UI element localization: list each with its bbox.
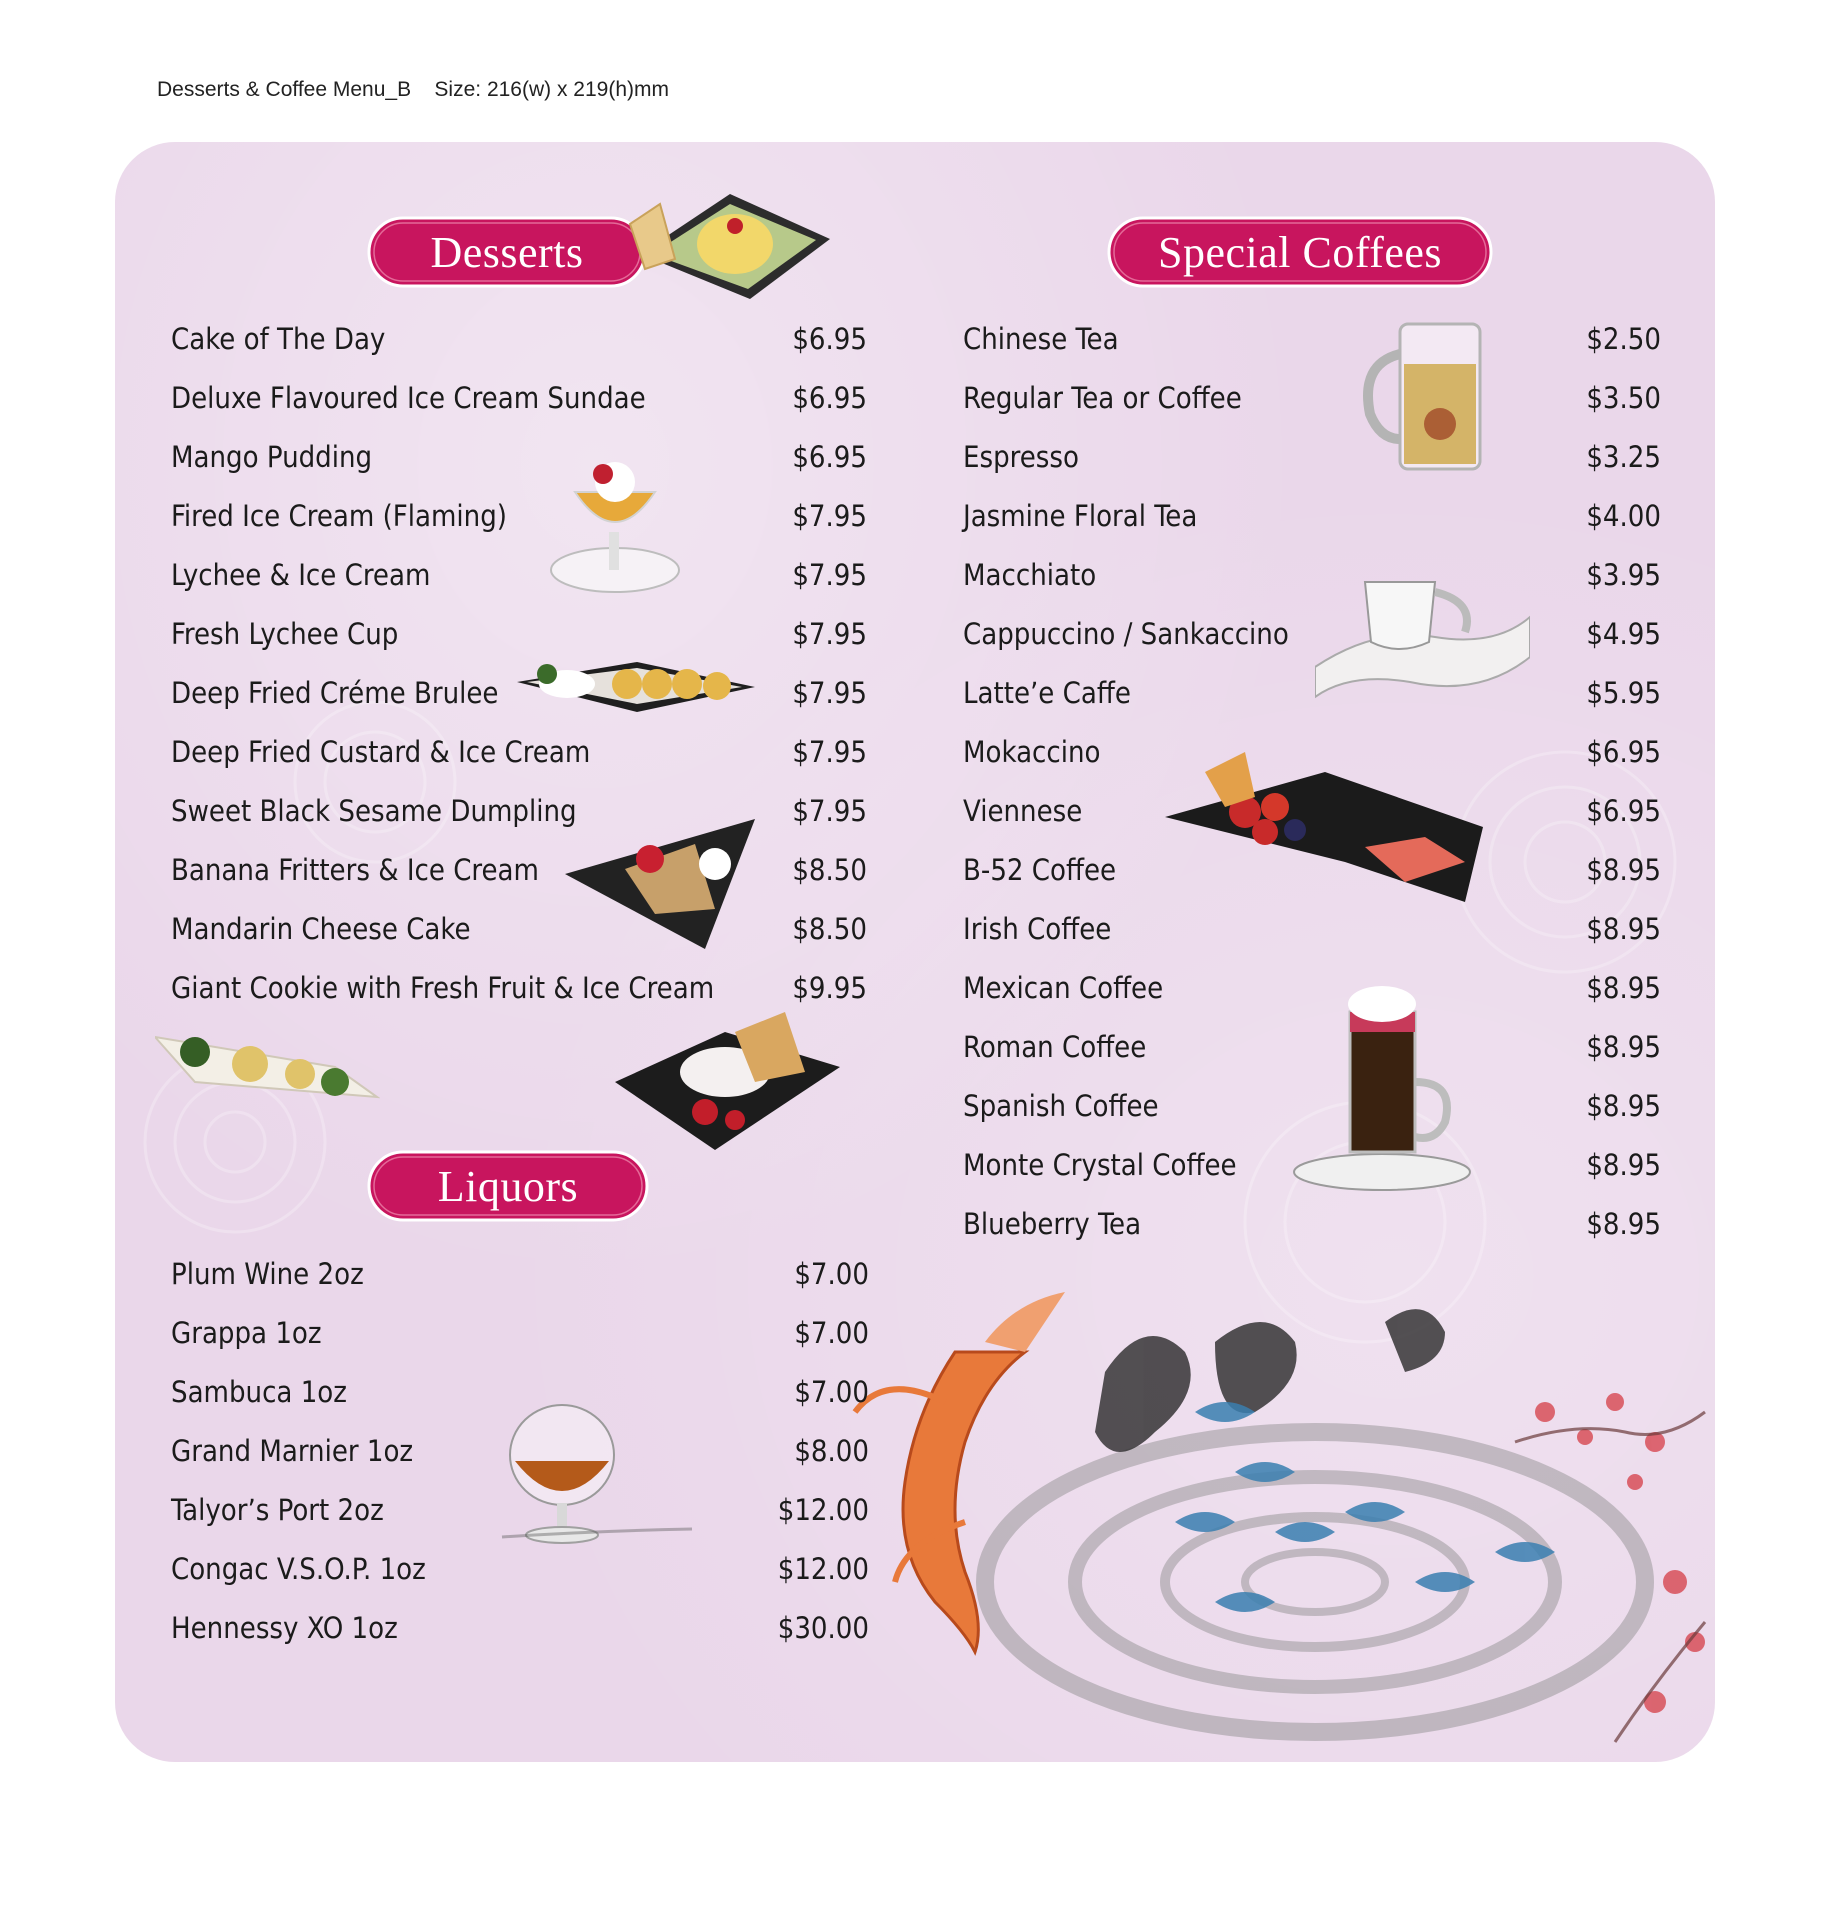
dessert-plate-photo — [620, 184, 835, 304]
cheese-cake-photo — [565, 814, 760, 954]
list-item: Banana Fritters & Ice Cream $8.50 — [171, 853, 867, 887]
liquors-heading-label: Liquors — [437, 1161, 579, 1211]
list-item: Talyor’s Port 2oz $12.00 — [171, 1493, 869, 1527]
fruit-platter-photo — [1165, 752, 1485, 907]
list-item: Regular Tea or Coffee $3.50 — [963, 381, 1661, 415]
creme-brulee-photo — [517, 642, 757, 722]
list-item: Fired Ice Cream (Flaming) $7.95 — [171, 499, 867, 533]
list-item: Jasmine Floral Tea $4.00 — [963, 499, 1661, 533]
list-item: Mandarin Cheese Cake $8.50 — [171, 912, 867, 946]
brandy-glass-photo — [497, 1397, 697, 1547]
list-item: Cake of The Day $6.95 — [171, 322, 867, 356]
giant-cookie-photo — [615, 1012, 840, 1152]
list-item: Deluxe Flavoured Ice Cream Sundae $6.95 — [171, 381, 867, 415]
list-item: Mokaccino $6.95 — [963, 735, 1661, 769]
list-item: Espresso $3.25 — [963, 440, 1661, 474]
koi-fish-illustration — [855, 1292, 1065, 1652]
list-item: Deep Fried Custard & Ice Cream $7.95 — [171, 735, 867, 769]
list-item: Grappa 1oz $7.00 — [171, 1316, 869, 1350]
blossom-illustration — [1535, 1393, 1705, 1713]
list-item: Latte’e Caffe $5.95 — [963, 676, 1661, 710]
list-item: B-52 Coffee $8.95 — [963, 853, 1661, 887]
mango-pudding-photo — [547, 452, 682, 597]
list-item: Roman Coffee $8.95 — [963, 1030, 1661, 1064]
list-item: Mango Pudding $6.95 — [171, 440, 867, 474]
ink-swirl-illustration — [985, 1432, 1645, 1732]
list-item: Monte Crystal Coffee $8.95 — [963, 1148, 1661, 1182]
irish-coffee-glass-photo — [1290, 982, 1475, 1192]
list-item: Giant Cookie with Fresh Fruit & Ice Cream $9.95 — [171, 971, 867, 1005]
list-item: Cappuccino / Sankaccino $4.95 — [963, 617, 1661, 651]
print-header — [157, 78, 669, 102]
list-item: Plum Wine 2oz $7.00 — [171, 1257, 869, 1291]
espresso-cup-photo — [1315, 562, 1530, 702]
special-coffees-heading-label: Special Coffees — [1157, 227, 1443, 277]
list-item: Chinese Tea $2.50 — [963, 322, 1661, 356]
desserts-heading — [367, 216, 647, 288]
blue-fish-illustration — [1175, 1402, 1555, 1612]
list-item: Viennese $6.95 — [963, 794, 1661, 828]
list-item: Spanish Coffee $8.95 — [963, 1089, 1661, 1123]
menu-card — [115, 142, 1715, 1762]
list-item: Fresh Lychee Cup $7.95 — [171, 617, 867, 651]
list-item: Hennessy XO 1oz $30.00 — [171, 1611, 869, 1645]
sesame-dumpling-photo — [155, 1022, 380, 1137]
document-size: Size: 216(w) x 219(h)mm — [434, 78, 669, 101]
list-item: Grand Marnier 1oz $8.00 — [171, 1434, 869, 1468]
document-title: Desserts & Coffee Menu_B — [157, 78, 412, 101]
list-item: Macchiato $3.95 — [963, 558, 1661, 592]
list-item: Irish Coffee $8.95 — [963, 912, 1661, 946]
desserts-heading-label: Desserts — [430, 227, 584, 277]
list-item: Mexican Coffee $8.95 — [963, 971, 1661, 1005]
list-item: Congac V.S.O.P. 1oz $12.00 — [171, 1552, 869, 1586]
tea-mug-photo — [1360, 314, 1495, 479]
list-item: Blueberry Tea $8.95 — [963, 1207, 1661, 1241]
list-item: Sweet Black Sesame Dumpling $7.95 — [171, 794, 867, 828]
list-item: Sambuca 1oz $7.00 — [171, 1375, 869, 1409]
special-coffees-heading — [1107, 216, 1493, 288]
liquors-heading — [367, 1150, 649, 1222]
list-item: Lychee & Ice Cream $7.95 — [171, 558, 867, 592]
list-item: Deep Fried Créme Brulee $7.95 — [171, 676, 867, 710]
